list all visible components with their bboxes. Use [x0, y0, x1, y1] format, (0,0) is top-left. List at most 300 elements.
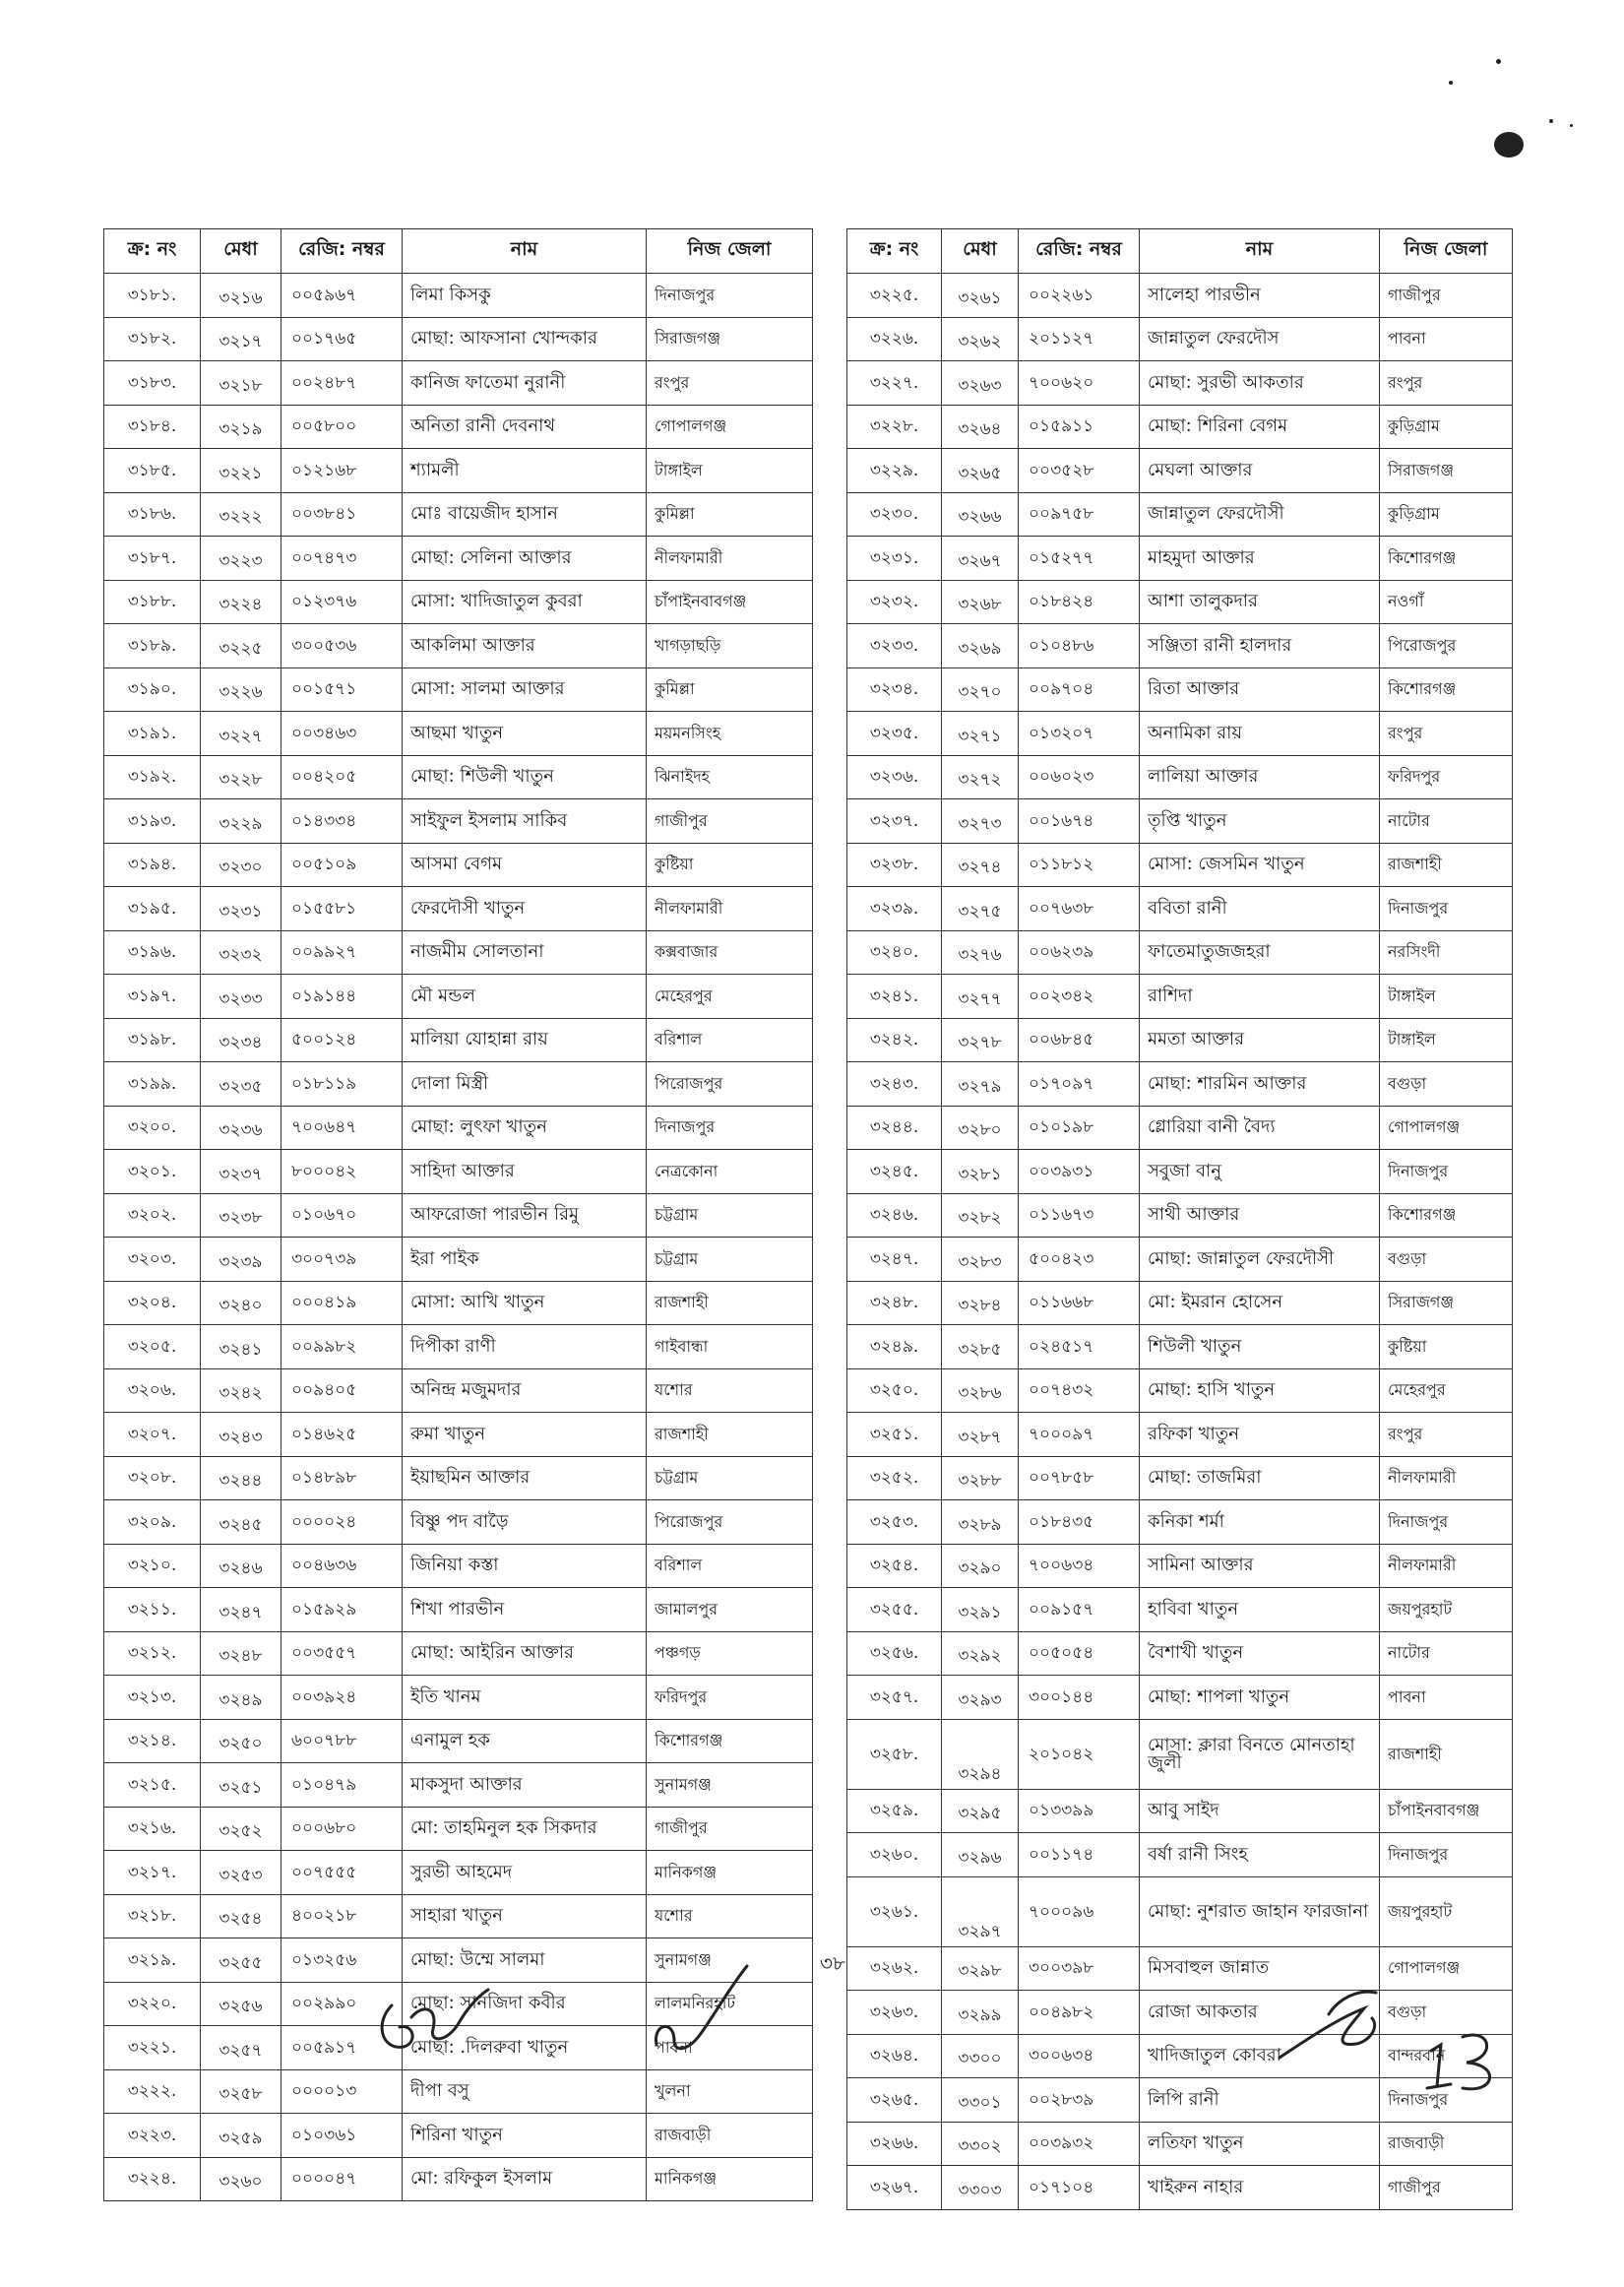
serial-cell: ৩২৩১. [847, 537, 942, 581]
reg-number-cell: ০০১১৭৪ [1019, 1833, 1140, 1877]
table-row [847, 1456, 1513, 1500]
district-cell: কিশোরগঞ্জ [647, 1719, 813, 1763]
district-cell: নেত্রকোনা [647, 1150, 813, 1194]
serial-cell: ৩২৬৬. [847, 2122, 942, 2166]
name-cell: মোছা: শারমিন আক্তার [1140, 1062, 1380, 1107]
district-cell: কুমিল্লা [647, 667, 813, 712]
merit-cell: ৩২১৮ [201, 361, 281, 406]
table-row [104, 1676, 813, 1720]
district-cell: মানিকগঞ্জ [647, 1851, 813, 1895]
table-row [847, 1500, 1513, 1545]
name-cell: লতিফা খাতুন [1140, 2122, 1380, 2166]
header-district: নিজ জেলা [1380, 229, 1513, 274]
table-row [847, 537, 1513, 581]
district-cell: সিরাজগঞ্জ [1380, 449, 1513, 493]
district-cell: ফরিদপুর [1380, 755, 1513, 799]
name-cell: ইয়াছমিন আক্তার [403, 1456, 647, 1500]
name-cell: সাহিদা আক্তার [403, 1150, 647, 1194]
name-cell: মোসা: আখি খাতুন [403, 1281, 647, 1325]
table-row [104, 537, 813, 581]
name-cell: বিষ্ণু পদ বাড়ৈ [403, 1500, 647, 1545]
serial-cell: ৩২২০. [104, 1982, 201, 2026]
serial-cell: ৩২৩৫. [847, 712, 942, 756]
name-cell: মালিয়া যোহান্না রায় [403, 1018, 647, 1062]
district-cell: দিনাজপুর [1380, 1833, 1513, 1877]
serial-cell: ৩২০৫. [104, 1325, 201, 1369]
table-row [104, 1631, 813, 1676]
table-row [847, 405, 1513, 449]
district-cell: সুনামগঞ্জ [647, 1938, 813, 1983]
district-cell: নাটোর [1380, 1631, 1513, 1676]
district-cell: রাজশাহী [1380, 1719, 1513, 1789]
reg-number-cell: ০০৫৯১৭ [281, 2026, 403, 2070]
merit-cell: ৩২৩৮ [201, 1193, 281, 1238]
header-name: নাম [403, 229, 647, 274]
table-row [104, 2114, 813, 2158]
name-cell: মাহমুদা আক্তার [1140, 537, 1380, 581]
district-cell: পাবনা [1380, 317, 1513, 361]
table-row [104, 1193, 813, 1238]
table-row [104, 755, 813, 799]
district-cell: যশোর [647, 1368, 813, 1413]
table-row [104, 930, 813, 975]
name-cell: মোছা: শিরিনা বেগম [1140, 405, 1380, 449]
district-cell: টাঙ্গাইল [647, 449, 813, 493]
district-cell: গাজীপুর [1380, 274, 1513, 318]
table-row [104, 1413, 813, 1457]
table-row [847, 667, 1513, 712]
name-cell: আসমা বেগম [403, 843, 647, 887]
merit-cell: ৩২৫৬ [201, 1982, 281, 2026]
serial-cell: ৩২১৩. [104, 1676, 201, 1720]
table-row [104, 361, 813, 406]
serial-cell: ৩২০৪. [104, 1281, 201, 1325]
table-row [847, 1193, 1513, 1238]
district-cell: দিনাজপুর [647, 1106, 813, 1150]
district-cell: বগুড়া [1380, 1238, 1513, 1282]
reg-number-cell: ৭০০০৯৬ [1019, 1876, 1140, 1946]
merit-cell: ৩২৪৮ [201, 1631, 281, 1676]
header-reg: রেজি: নম্বর [281, 229, 403, 274]
name-cell: সঞ্জিতা রানী হালদার [1140, 624, 1380, 668]
reg-number-cell: ০০৯৯২৭ [281, 930, 403, 975]
merit-cell: ৩২৫৭ [201, 2026, 281, 2070]
merit-cell: ৩২২২ [201, 492, 281, 537]
name-cell: জিনিয়া কস্তা [403, 1544, 647, 1588]
name-cell: দিপীকা রাণী [403, 1325, 647, 1369]
table-row [104, 843, 813, 887]
district-cell: নাটোর [1380, 799, 1513, 844]
merit-cell: ৩২৭১ [942, 712, 1019, 756]
serial-cell: ৩২৫৫. [847, 1588, 942, 1632]
district-cell: সুনামগঞ্জ [647, 1763, 813, 1808]
name-cell: সাইফুল ইসলাম সাকিব [403, 799, 647, 844]
merit-cell: ৩২৩৭ [201, 1150, 281, 1194]
district-cell: গাজীপুর [647, 1807, 813, 1851]
reg-number-cell: ০১৭১০৪ [1019, 2166, 1140, 2210]
reg-number-cell: ০০০৬৮০ [281, 1807, 403, 1851]
merit-cell: ৩২৫৯ [201, 2114, 281, 2158]
name-cell: মমতা আক্তার [1140, 1018, 1380, 1062]
reg-number-cell: ০০৭৮৫৮ [1019, 1456, 1140, 1500]
table-row [847, 317, 1513, 361]
district-cell: নরসিংদী [1380, 930, 1513, 975]
merit-cell: ৩২৫১ [201, 1763, 281, 1808]
merit-cell: ৩২৪৩ [201, 1413, 281, 1457]
merit-cell: ৩২৬৭ [942, 537, 1019, 581]
table-row [104, 887, 813, 931]
serial-cell: ৩২৩৮. [847, 843, 942, 887]
district-cell: নীলফামারী [1380, 1456, 1513, 1500]
reg-number-cell: ০১৪৮৯৮ [281, 1456, 403, 1500]
table-row [104, 712, 813, 756]
name-cell: মোছা: হাসি খাতুন [1140, 1368, 1380, 1413]
serial-cell: ৩২৬২. [847, 1946, 942, 1991]
table-row [847, 1833, 1513, 1877]
reg-number-cell: ০১১৮১২ [1019, 843, 1140, 887]
serial-cell: ৩২৪৩. [847, 1062, 942, 1107]
district-cell: মেহেরপুর [1380, 1368, 1513, 1413]
reg-number-cell: ৫০০৪২৩ [1019, 1238, 1140, 1282]
header-district: নিজ জেলা [647, 229, 813, 274]
reg-number-cell: ০০৪৯৮২ [1019, 1991, 1140, 2035]
serial-cell: ৩২০১. [104, 1150, 201, 1194]
merit-cell: ৩২৭৯ [942, 1062, 1019, 1107]
name-cell: মোছা: তাজমিরা [1140, 1456, 1380, 1500]
table-row [847, 2122, 1513, 2166]
merit-cell: ৩২৬৬ [942, 492, 1019, 537]
reg-number-cell: ০০৯৪০৫ [281, 1368, 403, 1413]
district-cell: কুষ্টিয়া [647, 843, 813, 887]
name-cell: অনিন্দ্র মজুমদার [403, 1368, 647, 1413]
merit-cell: ৩২৩৫ [201, 1062, 281, 1107]
reg-number-cell: ৭০০৬৪৭ [281, 1106, 403, 1150]
header-merit: মেধা [942, 229, 1019, 274]
serial-cell: ৩২০৩. [104, 1238, 201, 1282]
merit-list-table-right [846, 228, 1513, 2210]
serial-cell: ৩২৩৭. [847, 799, 942, 844]
name-cell: রফিকা খাতুন [1140, 1413, 1380, 1457]
name-cell: বর্ষা রানী সিংহ [1140, 1833, 1380, 1877]
serial-cell: ৩২৪৪. [847, 1106, 942, 1150]
name-cell: লিপি রানী [1140, 2078, 1380, 2123]
table-row [847, 1991, 1513, 2035]
reg-number-cell: ০০০০২৪ [281, 1500, 403, 1545]
serial-cell: ৩২১৪. [104, 1719, 201, 1763]
name-cell: মোছা: উম্মে সালমা [403, 1938, 647, 1983]
table-row [847, 1368, 1513, 1413]
district-cell: সিরাজগঞ্জ [647, 317, 813, 361]
district-cell: কিশোরগঞ্জ [1380, 537, 1513, 581]
table-row [104, 1588, 813, 1632]
district-cell: রংপুর [647, 361, 813, 406]
district-cell: ময়মনসিংহ [647, 712, 813, 756]
reg-number-cell: ০০৯৭০৪ [1019, 667, 1140, 712]
table-row [104, 1150, 813, 1194]
table-row [104, 1544, 813, 1588]
district-cell: ঝিনাইদহ [647, 755, 813, 799]
serial-cell: ৩২০৮. [104, 1456, 201, 1500]
merit-cell: ৩২৫৫ [201, 1938, 281, 1983]
district-cell: মানিকগঞ্জ [647, 2157, 813, 2201]
merit-cell: ৩২৭৮ [942, 1018, 1019, 1062]
merit-cell: ৩২৯০ [942, 1544, 1019, 1588]
reg-number-cell: ০১৩২৫৬ [281, 1938, 403, 1983]
merit-cell: ৩২৫৩ [201, 1851, 281, 1895]
district-cell: কিশোরগঞ্জ [1380, 667, 1513, 712]
serial-cell: ৩২৩৩. [847, 624, 942, 668]
name-cell: সবুজা বানু [1140, 1150, 1380, 1194]
name-cell: দোলা মিস্ত্রী [403, 1062, 647, 1107]
serial-cell: ৩২২৭. [847, 361, 942, 406]
serial-cell: ৩২৫৬. [847, 1631, 942, 1676]
serial-cell: ৩২৫৯. [847, 1789, 942, 1833]
reg-number-cell: ০১৪৬২৫ [281, 1413, 403, 1457]
serial-cell: ৩২২১. [104, 2026, 201, 2070]
merit-cell: ৩২৯৪ [942, 1719, 1019, 1789]
name-cell: মোসা: খাদিজাতুল কুবরা [403, 580, 647, 624]
scan-speck [1570, 124, 1573, 127]
table-row [847, 1676, 1513, 1720]
reg-number-cell: ০০৩৫২৮ [1019, 449, 1140, 493]
merit-cell: ৩৩০২ [942, 2122, 1019, 2166]
name-cell: সাথী আক্তার [1140, 1193, 1380, 1238]
serial-cell: ৩২৪০. [847, 930, 942, 975]
reg-number-cell: ৩০০১৪৪ [1019, 1676, 1140, 1720]
serial-cell: ৩২২৯. [847, 449, 942, 493]
serial-cell: ৩১৯৪. [104, 843, 201, 887]
district-cell: গোপালগঞ্জ [647, 405, 813, 449]
name-cell: মোছা: .দিলরুবা খাতুন [403, 2026, 647, 2070]
name-cell: সুরভী আহমেদ [403, 1851, 647, 1895]
table-row [847, 1238, 1513, 1282]
name-cell: ফেরদৌসী খাতুন [403, 887, 647, 931]
district-cell: নওগাঁ [1380, 580, 1513, 624]
table-row [847, 1719, 1513, 1789]
serial-cell: ৩২২৫. [847, 274, 942, 318]
name-cell: মোসা: ক্লারা বিনতে মোনতাহা জুলী [1140, 1719, 1380, 1789]
district-cell: কুমিল্লা [647, 492, 813, 537]
name-cell: হাবিবা খাতুন [1140, 1588, 1380, 1632]
district-cell: রংপুর [1380, 361, 1513, 406]
table-row [847, 1281, 1513, 1325]
district-cell: কক্সবাজার [647, 930, 813, 975]
name-cell: রিতা আক্তার [1140, 667, 1380, 712]
merit-cell: ৩২৮৬ [942, 1368, 1019, 1413]
name-cell: সামিনা আক্তার [1140, 1544, 1380, 1588]
name-cell: ববিতা রানী [1140, 887, 1380, 931]
merit-cell: ৩২১৯ [201, 405, 281, 449]
reg-number-cell: ৭০০৬৩৪ [1019, 1544, 1140, 1588]
serial-cell: ৩২৫৪. [847, 1544, 942, 1588]
reg-number-cell: ০০২৩৪২ [1019, 975, 1140, 1019]
merit-cell: ৩২১৬ [201, 274, 281, 318]
table-row [104, 1325, 813, 1369]
table-row [104, 1500, 813, 1545]
table-row [104, 2157, 813, 2201]
reg-number-cell: ০১৫৯২৯ [281, 1588, 403, 1632]
district-cell: বগুড়া [1380, 1062, 1513, 1107]
name-cell: শ্যামলী [403, 449, 647, 493]
merit-cell: ৩২৭৬ [942, 930, 1019, 975]
table-row [104, 1018, 813, 1062]
reg-number-cell: ৮০০০৪২ [281, 1150, 403, 1194]
merit-cell: ৩২৩১ [201, 887, 281, 931]
reg-number-cell: ০১৪৩৩৪ [281, 799, 403, 844]
serial-cell: ৩২০২. [104, 1193, 201, 1238]
merit-cell: ৩২২৮ [201, 755, 281, 799]
name-cell: মোছা: শিউলী খাতুন [403, 755, 647, 799]
name-cell: রুমা খাতুন [403, 1413, 647, 1457]
merit-cell: ৩২৪৬ [201, 1544, 281, 1588]
serial-cell: ৩২৬৫. [847, 2078, 942, 2123]
district-cell: খাগড়াছড়ি [647, 624, 813, 668]
serial-cell: ৩১৯৫. [104, 887, 201, 931]
table-row [104, 624, 813, 668]
district-cell: দিনাজপুর [1380, 1150, 1513, 1194]
district-cell: নীলফামারী [647, 537, 813, 581]
name-cell: খাইরুন নাহার [1140, 2166, 1380, 2210]
table-row [847, 624, 1513, 668]
district-cell: কুষ্টিয়া [1380, 1325, 1513, 1369]
table-row [847, 799, 1513, 844]
name-cell: বৈশাখী খাতুন [1140, 1631, 1380, 1676]
serial-cell: ৩২০৯. [104, 1500, 201, 1545]
district-cell: পিরোজপুর [647, 1500, 813, 1545]
merit-cell: ৩২৩৯ [201, 1238, 281, 1282]
serial-cell: ৩১৮৩. [104, 361, 201, 406]
district-cell: খুলনা [647, 2069, 813, 2114]
merit-cell: ৩২২৯ [201, 799, 281, 844]
table-row [104, 975, 813, 1019]
name-cell: মোছা: সুরভী আকতার [1140, 361, 1380, 406]
name-cell: রাশিদা [1140, 975, 1380, 1019]
reg-number-cell: ০০৬২৩৯ [1019, 930, 1140, 975]
reg-number-cell: ০০০০৪৭ [281, 2157, 403, 2201]
name-cell: মো: রফিকুল ইসলাম [403, 2157, 647, 2201]
reg-number-cell: ০১৫৯১১ [1019, 405, 1140, 449]
reg-number-cell: ০০৭৪৭৩ [281, 537, 403, 581]
merit-cell: ৩২২৬ [201, 667, 281, 712]
table-row [104, 2069, 813, 2114]
reg-number-cell: ৪০০২১৮ [281, 1894, 403, 1938]
table-row [847, 975, 1513, 1019]
table-row [104, 1456, 813, 1500]
table-row [104, 1106, 813, 1150]
serial-cell: ৩২৬১. [847, 1876, 942, 1946]
serial-cell: ৩২৬৭. [847, 2166, 942, 2210]
name-cell: নাজমীম সোলতানা [403, 930, 647, 975]
merit-cell: ৩২৩২ [201, 930, 281, 975]
serial-cell: ৩২৪৯. [847, 1325, 942, 1369]
table-row [847, 1544, 1513, 1588]
district-cell: যশোর [647, 1894, 813, 1938]
reg-number-cell: ০০৯৯৮২ [281, 1325, 403, 1369]
merit-cell: ৩৩০০ [942, 2034, 1019, 2078]
scan-speck [1549, 119, 1553, 123]
merit-cell: ৩২৪০ [201, 1281, 281, 1325]
district-cell: পাবনা [647, 2026, 813, 2070]
merit-cell: ৩২৫৪ [201, 1894, 281, 1938]
serial-cell: ৩২০৬. [104, 1368, 201, 1413]
merit-cell: ৩২৫৮ [201, 2069, 281, 2114]
name-cell: মোছা: আইরিন আক্তার [403, 1631, 647, 1676]
name-cell: কনিকা শর্মা [1140, 1500, 1380, 1545]
name-cell: মোছা: লুৎফা খাতুন [403, 1106, 647, 1150]
table-row [847, 2034, 1513, 2078]
serial-cell: ৩২৩৯. [847, 887, 942, 931]
serial-cell: ৩২৫০. [847, 1368, 942, 1413]
table-body-left [104, 274, 813, 2201]
table-row [104, 1763, 813, 1808]
table-row [847, 712, 1513, 756]
serial-cell: ৩১৮৫. [104, 449, 201, 493]
serial-cell: ৩২৫৮. [847, 1719, 942, 1789]
name-cell: শিখা পারভীন [403, 1588, 647, 1632]
serial-cell: ৩১৯৮. [104, 1018, 201, 1062]
reg-number-cell: ৭০০০৯৭ [1019, 1413, 1140, 1457]
reg-number-cell: ২০১১২৭ [1019, 317, 1140, 361]
reg-number-cell: ০১২৩৭৬ [281, 580, 403, 624]
table-row [104, 580, 813, 624]
serial-cell: ৩২৩০. [847, 492, 942, 537]
name-cell: মো: ইমরান হোসেন [1140, 1281, 1380, 1325]
table-row [847, 1946, 1513, 1991]
name-cell: গ্লোরিয়া বানী বৈদ্য [1140, 1106, 1380, 1150]
name-cell: মৌ মন্ডল [403, 975, 647, 1019]
merit-cell: ৩৩০১ [942, 2078, 1019, 2123]
merit-cell: ৩২৮৫ [942, 1325, 1019, 1369]
scan-speck [1496, 59, 1501, 64]
name-cell: আছমা খাতুন [403, 712, 647, 756]
name-cell: মোঃ বায়েজীদ হাসান [403, 492, 647, 537]
district-cell: টাঙ্গাইল [1380, 975, 1513, 1019]
serial-cell: ৩২৪২. [847, 1018, 942, 1062]
merit-cell: ৩২৮৪ [942, 1281, 1019, 1325]
merit-cell: ৩২৭২ [942, 755, 1019, 799]
reg-number-cell: ০১৮৪৩৫ [1019, 1500, 1140, 1545]
reg-number-cell: ৬০০৭৮৮ [281, 1719, 403, 1763]
serial-cell: ৩১৯৬. [104, 930, 201, 975]
merit-cell: ৩২৩৬ [201, 1106, 281, 1150]
table-row [104, 667, 813, 712]
name-cell: মোসা: জেসমিন খাতুন [1140, 843, 1380, 887]
table-row [847, 1588, 1513, 1632]
merit-cell: ৩২৬৯ [942, 624, 1019, 668]
reg-number-cell: ০০২৯৯০ [281, 1982, 403, 2026]
reg-number-cell: ০০২৮৩৯ [1019, 2078, 1140, 2123]
reg-number-cell: ০১০৪৭৯ [281, 1763, 403, 1808]
reg-number-cell: ৭০০৬২০ [1019, 361, 1140, 406]
reg-number-cell: ০১৩৩৯৯ [1019, 1789, 1140, 1833]
reg-number-cell: ০০৩৯২৪ [281, 1676, 403, 1720]
reg-number-cell: ২০১০৪২ [1019, 1719, 1140, 1789]
merit-cell: ৩২৯৯ [942, 1991, 1019, 2035]
merit-cell: ৩২৪৭ [201, 1588, 281, 1632]
table-row [847, 274, 1513, 318]
reg-number-cell: ০০৪২০৫ [281, 755, 403, 799]
name-cell: এনামুল হক [403, 1719, 647, 1763]
serial-cell: ৩২৪৭. [847, 1238, 942, 1282]
table-row [847, 1325, 1513, 1369]
merit-cell: ৩২৯৩ [942, 1676, 1019, 1720]
initials-far-right [1417, 2023, 1516, 2102]
serial-cell: ৩২২৪. [104, 2157, 201, 2201]
header-serial: ক্র: নং [104, 229, 201, 274]
name-cell: মিসবাহুল জান্নাত [1140, 1946, 1380, 1991]
serial-cell: ৩২২৩. [104, 2114, 201, 2158]
header-serial: ক্র: নং [847, 229, 942, 274]
